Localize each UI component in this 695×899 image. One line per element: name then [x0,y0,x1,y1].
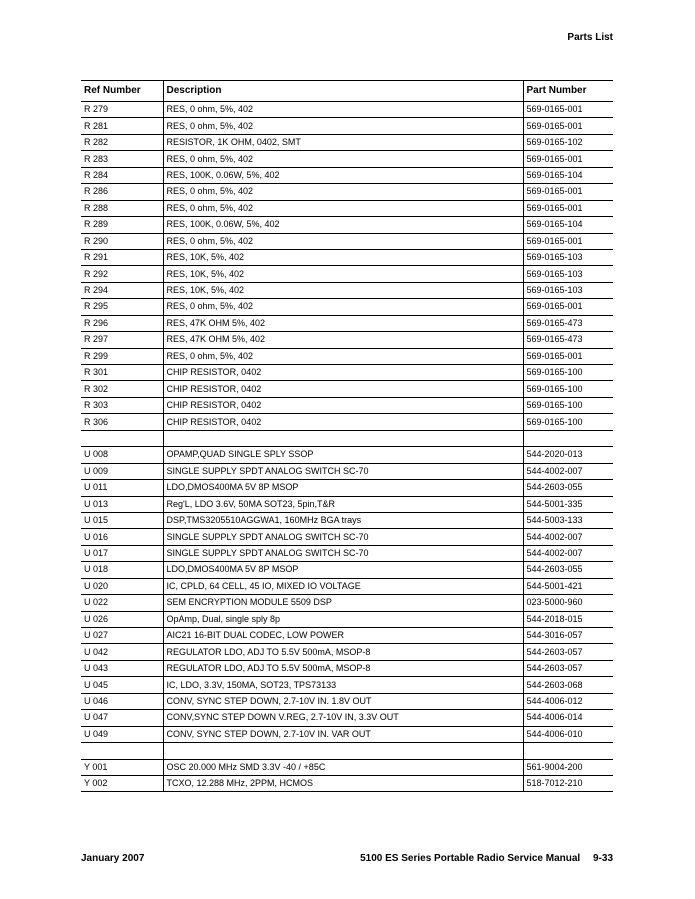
description-cell: OPAMP,QUAD SINGLE SPLY SSOP [163,447,523,463]
part-number-cell: 569-0165-001 [523,200,613,216]
description-cell: CONV,SYNC STEP DOWN V.REG, 2.7-10V IN, 3.3V OUT [163,710,523,726]
ref-number-cell: U 027 [81,628,163,644]
ref-number-cell: R 294 [81,282,163,298]
description-cell: LDO,DMOS400MA 5V 8P MSOP [163,480,523,496]
ref-number-cell [81,743,163,759]
table-row [81,200,613,216]
ref-number-cell: U 011 [81,480,163,496]
ref-number-cell: U 015 [81,512,163,528]
description-cell: SINGLE SUPPLY SPDT ANALOG SWITCH SC-70 [163,463,523,479]
ref-number-cell: R 292 [81,266,163,282]
description-cell: RES, 10K, 5%, 402 [163,266,523,282]
description-cell [163,743,523,759]
ref-number-cell: R 303 [81,397,163,413]
description-cell: IC, CPLD, 64 CELL, 45 IO, MIXED IO VOLTAGE [163,578,523,594]
table-row [81,118,613,134]
spacer-row [81,743,613,759]
ref-number-cell: U 049 [81,726,163,742]
description-cell: RESISTOR, 1K OHM, 0402, SMT [163,134,523,150]
table-row [81,414,613,430]
table-row [81,315,613,331]
ref-number-cell: R 288 [81,200,163,216]
description-cell: RES, 0 ohm, 5%, 402 [163,102,523,118]
part-number-cell: 569-0165-473 [523,332,613,348]
description-cell: RES, 100K, 0.06W, 5%, 402 [163,167,523,183]
ref-number-cell: Y 002 [81,775,163,791]
table-row [81,496,613,512]
table-row [81,562,613,578]
ref-number-cell: U 043 [81,660,163,676]
ref-number-cell: R 301 [81,365,163,381]
part-number-cell: 544-4006-010 [523,726,613,742]
part-number-cell: 544-2603-055 [523,480,613,496]
ref-number-cell: U 009 [81,463,163,479]
part-number-cell: 544-2603-068 [523,677,613,693]
ref-number-cell: U 016 [81,529,163,545]
column-header-description: Description [163,81,523,102]
part-number-cell: 569-0165-001 [523,233,613,249]
ref-number-cell: U 045 [81,677,163,693]
table-row [81,365,613,381]
description-cell: Reg'L, LDO 3.6V, 50MA SOT23, 5pin,T&R [163,496,523,512]
table-row [81,628,613,644]
description-cell: IC, LDO, 3.3V, 150MA, SOT23, TPS73133 [163,677,523,693]
ref-number-cell: U 008 [81,447,163,463]
description-cell: RES, 0 ohm, 5%, 402 [163,118,523,134]
column-header-part-number: Part Number [523,81,613,102]
part-number-cell: 569-0165-103 [523,266,613,282]
footer-manual-title: 5100 ES Series Portable Radio Service Manual [360,853,581,864]
ref-number-cell: R 295 [81,299,163,315]
part-number-cell: 561-9004-200 [523,759,613,775]
part-number-cell: 569-0165-001 [523,184,613,200]
description-cell: RES, 47K OHM 5%, 402 [163,332,523,348]
table-row [81,759,613,775]
page-header-title: Parts List [567,32,613,43]
ref-number-cell: R 296 [81,315,163,331]
ref-number-cell: R 279 [81,102,163,118]
ref-number-cell: U 042 [81,644,163,660]
table-row [81,529,613,545]
ref-number-cell: R 291 [81,249,163,265]
description-cell: RES, 0 ohm, 5%, 402 [163,200,523,216]
ref-number-cell: R 282 [81,134,163,150]
description-cell: RES, 0 ohm, 5%, 402 [163,348,523,364]
ref-number-cell: R 299 [81,348,163,364]
part-number-cell: 569-0165-102 [523,134,613,150]
table-row [81,167,613,183]
table-row [81,348,613,364]
table-row [81,677,613,693]
table-row [81,233,613,249]
ref-number-cell: R 286 [81,184,163,200]
table-row [81,660,613,676]
table-row [81,463,613,479]
table-row [81,266,613,282]
description-cell: RES, 0 ohm, 5%, 402 [163,151,523,167]
description-cell: OpAmp, Dual, single sply 8p [163,611,523,627]
part-number-cell: 569-0165-104 [523,167,613,183]
part-number-cell: 569-0165-100 [523,381,613,397]
table-row [81,710,613,726]
description-cell: RES, 10K, 5%, 402 [163,249,523,265]
ref-number-cell [81,430,163,446]
table-row [81,644,613,660]
ref-number-cell: U 017 [81,545,163,561]
part-number-cell: 569-0165-100 [523,414,613,430]
description-cell: LDO,DMOS400MA 5V 8P MSOP [163,562,523,578]
description-cell: REGULATOR LDO, ADJ TO 5.5V 500mA, MSOP-8 [163,644,523,660]
part-number-cell: 569-0165-103 [523,249,613,265]
part-number-cell: 544-5003-133 [523,512,613,528]
table-row [81,381,613,397]
footer-date: January 2007 [81,853,145,864]
ref-number-cell: U 022 [81,595,163,611]
description-cell: RES, 10K, 5%, 402 [163,282,523,298]
description-cell: REGULATOR LDO, ADJ TO 5.5V 500mA, MSOP-8 [163,660,523,676]
table-row [81,545,613,561]
part-number-cell: 569-0165-100 [523,397,613,413]
table-header-row [81,81,613,102]
part-number-cell: 569-0165-473 [523,315,613,331]
table-row [81,480,613,496]
part-number-cell: 544-2020-013 [523,447,613,463]
table-row [81,249,613,265]
part-number-cell: 544-4002-007 [523,545,613,561]
table-row [81,102,613,118]
parts-list-table [81,80,613,792]
part-number-cell: 569-0165-103 [523,282,613,298]
ref-number-cell: R 281 [81,118,163,134]
table-row [81,151,613,167]
part-number-cell: 569-0165-001 [523,118,613,134]
ref-number-cell: U 026 [81,611,163,627]
ref-number-cell: U 020 [81,578,163,594]
ref-number-cell: R 289 [81,217,163,233]
part-number-cell: 544-5001-421 [523,578,613,594]
part-number-cell: 544-4002-007 [523,463,613,479]
description-cell: RES, 0 ohm, 5%, 402 [163,299,523,315]
description-cell: DSP,TMS3205510AGGWA1, 160MHz BGA trays [163,512,523,528]
ref-number-cell: U 013 [81,496,163,512]
ref-number-cell: R 284 [81,167,163,183]
description-cell: CHIP RESISTOR, 0402 [163,365,523,381]
ref-number-cell: U 047 [81,710,163,726]
description-cell: CONV, SYNC STEP DOWN, 2.7-10V IN. VAR OUT [163,726,523,742]
description-cell: RES, 0 ohm, 5%, 402 [163,233,523,249]
part-number-cell: 569-0165-100 [523,365,613,381]
part-number-cell [523,743,613,759]
parts-table-body [81,102,613,792]
part-number-cell: 569-0165-001 [523,151,613,167]
part-number-cell: 544-2603-057 [523,644,613,660]
spacer-row [81,430,613,446]
ref-number-cell: R 306 [81,414,163,430]
description-cell: CHIP RESISTOR, 0402 [163,414,523,430]
part-number-cell: 569-0165-104 [523,217,613,233]
ref-number-cell: R 297 [81,332,163,348]
table-row [81,447,613,463]
ref-number-cell: U 046 [81,693,163,709]
table-row [81,578,613,594]
description-cell: CHIP RESISTOR, 0402 [163,381,523,397]
description-cell: RES, 47K OHM 5%, 402 [163,315,523,331]
ref-number-cell: R 283 [81,151,163,167]
part-number-cell: 544-2603-055 [523,562,613,578]
table-row [81,775,613,791]
table-row [81,217,613,233]
part-number-cell: 569-0165-001 [523,299,613,315]
table-row [81,726,613,742]
description-cell: RES, 100K, 0.06W, 5%, 402 [163,217,523,233]
ref-number-cell: U 018 [81,562,163,578]
table-row [81,332,613,348]
part-number-cell: 544-4006-012 [523,693,613,709]
table-row [81,595,613,611]
description-cell [163,430,523,446]
ref-number-cell: R 302 [81,381,163,397]
column-header-ref-number: Ref Number [81,81,163,102]
footer-manual-info [360,853,613,864]
footer-page-number: 9-33 [592,853,613,864]
table-row [81,184,613,200]
part-number-cell: 023-5000-960 [523,595,613,611]
description-cell: SINGLE SUPPLY SPDT ANALOG SWITCH SC-70 [163,529,523,545]
table-row [81,282,613,298]
part-number-cell: 544-2018-015 [523,611,613,627]
table-row [81,299,613,315]
description-cell: CHIP RESISTOR, 0402 [163,397,523,413]
part-number-cell: 518-7012-210 [523,775,613,791]
part-number-cell: 569-0165-001 [523,348,613,364]
table-row [81,134,613,150]
part-number-cell: 544-2603-057 [523,660,613,676]
description-cell: OSC 20.000 MHz SMD 3.3V -40 / +85C [163,759,523,775]
description-cell: RES, 0 ohm, 5%, 402 [163,184,523,200]
ref-number-cell: R 290 [81,233,163,249]
table-row [81,397,613,413]
description-cell: TCXO, 12.288 MHz, 2PPM, HCMOS [163,775,523,791]
part-number-cell: 544-4002-007 [523,529,613,545]
description-cell: SEM ENCRYPTION MODULE 5509 DSP [163,595,523,611]
part-number-cell: 544-5001-335 [523,496,613,512]
part-number-cell [523,430,613,446]
description-cell: AIC21 16-BIT DUAL CODEC, LOW POWER [163,628,523,644]
description-cell: SINGLE SUPPLY SPDT ANALOG SWITCH SC-70 [163,545,523,561]
part-number-cell: 544-4006-014 [523,710,613,726]
table-row [81,512,613,528]
part-number-cell: 569-0165-001 [523,102,613,118]
ref-number-cell: Y 001 [81,759,163,775]
description-cell: CONV, SYNC STEP DOWN, 2.7-10V IN. 1.8V OUT [163,693,523,709]
table-row [81,693,613,709]
part-number-cell: 544-3016-057 [523,628,613,644]
table-row [81,611,613,627]
